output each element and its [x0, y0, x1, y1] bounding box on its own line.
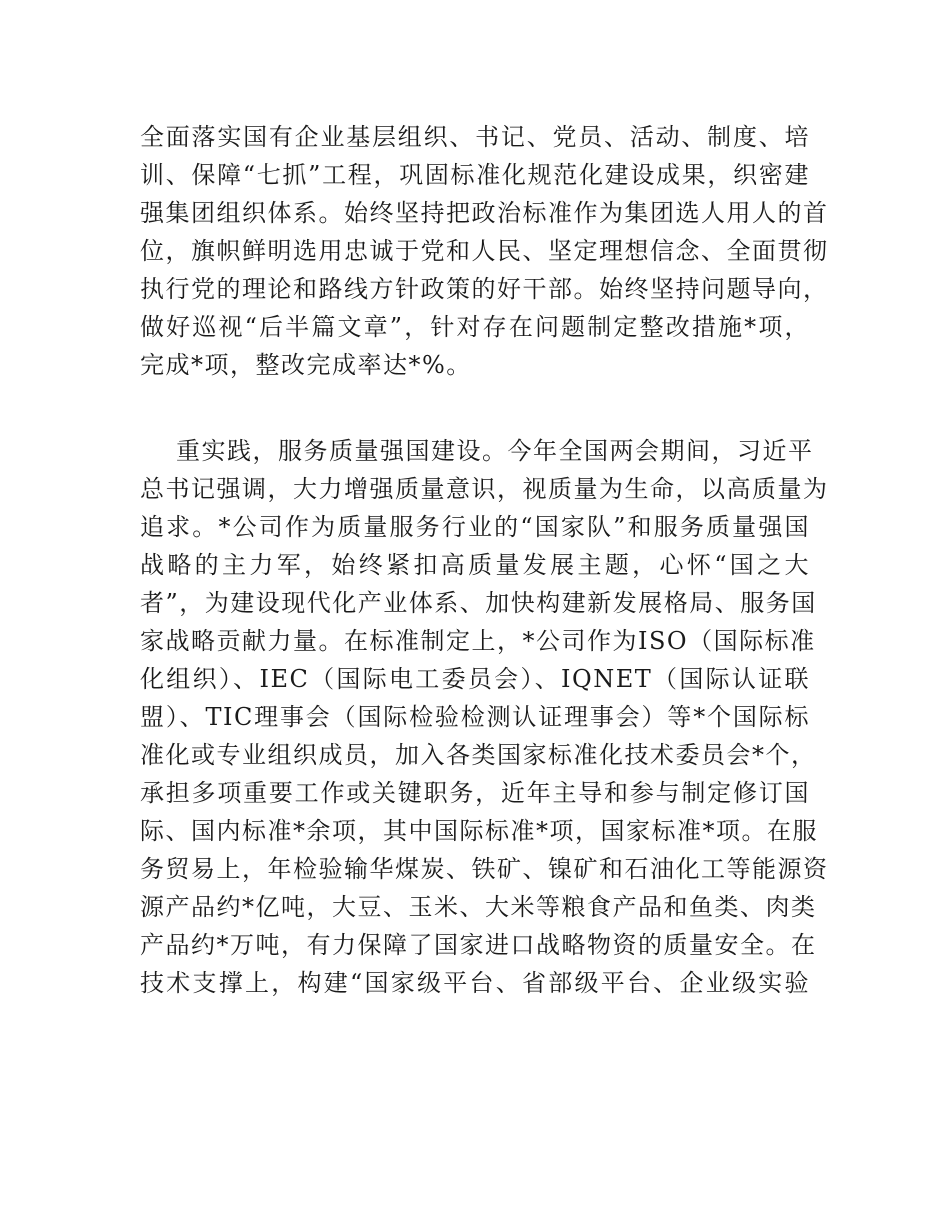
- text-line: 重实践，服务质量强国建设。今年全国两会期间，习近平: [176, 437, 814, 465]
- text-line: 者”，为建设现代化产业体系、加快构建新发展格局、服务国: [140, 589, 817, 617]
- text-line: 全面落实国有企业基层组织、书记、党员、活动、制度、培: [140, 123, 810, 151]
- text-line: 化组织）、IEC（国际电工委员会）、IQNET（国际认证联: [140, 665, 810, 693]
- text-line: 完成*项，整改完成率达*%。: [140, 351, 472, 379]
- text-line: 执行党的理论和路线方针政策的好干部。始终坚持问题导向，: [140, 275, 829, 303]
- text-line: 际、国内标准*余项，其中国际标准*项，国家标准*项。在服: [140, 817, 818, 845]
- text-line: 总书记强调，大力增强质量意识，视质量为生命，以高质量为: [140, 475, 829, 503]
- text-line: 训、保障“七抓”工程，巩固标准化规范化建设成果，织密建: [140, 161, 810, 189]
- text-line: 产品约*万吨，有力保障了国家进口战略物资的质量安全。在: [140, 931, 817, 959]
- text-line: 位，旗帜鲜明选用忠诚于党和人民、坚定理想信念、全面贯彻: [140, 237, 829, 265]
- text-line: 盟）、TIC理事会（国际检验检测认证理事会）等*个国际标: [140, 703, 810, 731]
- text-line: 追求。*公司作为质量服务行业的“国家队”和服务质量强国: [140, 513, 810, 541]
- text-line: 技术支撑上，构建“国家级平台、省部级平台、企业级实验: [140, 969, 810, 997]
- paragraph-1: [140, 118, 829, 384]
- text-line: 家战略贡献力量。在标准制定上，*公司作为ISO（国际标准: [140, 627, 816, 655]
- text-line: 做好巡视“后半篇文章”，针对存在问题制定整改措施*项，: [140, 313, 810, 341]
- text-line: 战略的主力军，始终紧扣高质量发展主题，心怀“国之大: [140, 551, 810, 579]
- paragraph-2: [140, 432, 829, 1002]
- text-line: 承担多项重要工作或关键职务，近年主导和参与制定修订国: [140, 779, 810, 807]
- text-line: 务贸易上，年检验输华煤炭、铁矿、镍矿和石油化工等能源资: [140, 855, 829, 883]
- text-line: 源产品约*亿吨，大豆、玉米、大米等粮食产品和鱼类、肉类: [140, 893, 817, 921]
- text-line: 准化或专业组织成员，加入各类国家标准化技术委员会*个，: [140, 741, 817, 769]
- text-line: 强集团组织体系。始终坚持把政治标准作为集团选人用人的首: [140, 199, 829, 227]
